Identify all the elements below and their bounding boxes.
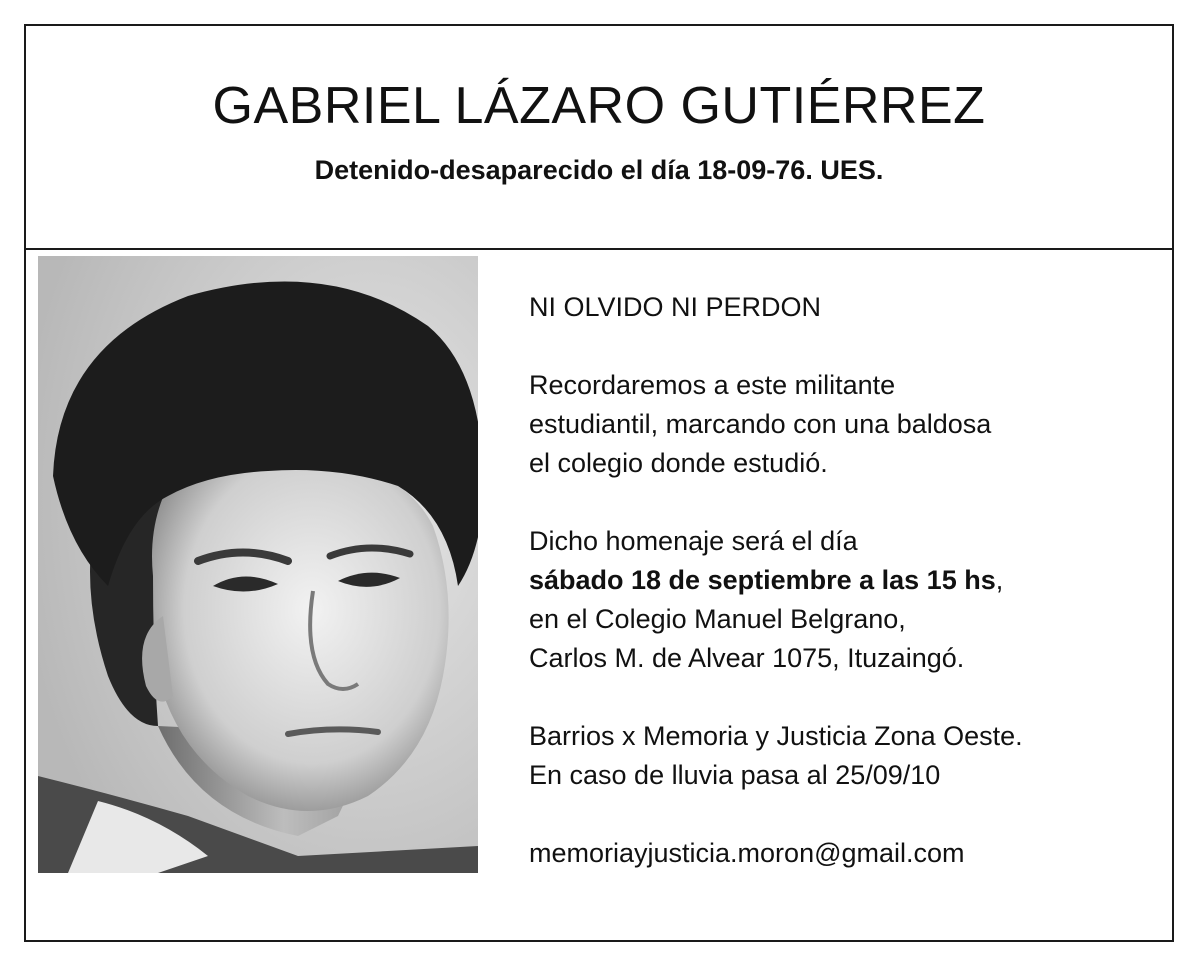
memorial-poster [24,24,1174,942]
paragraph2-line2 [529,561,1159,600]
paragraph2-line1: Dicho homenaje será el día [529,526,858,556]
announcement-text [529,288,1159,873]
portrait-photo-illustration [38,256,478,873]
contact-email: memoriayjusticia.moron@gmail.com [529,838,965,868]
disappearance-subtitle: Detenido-desaparecido el día 18-09-76. UES. [314,155,884,185]
paragraph2-line4: Carlos M. de Alvear 1075, Ituzaingó. [529,643,965,673]
slogan: NI OLVIDO NI PERDON [529,292,822,322]
paragraph3-line1: Barrios x Memoria y Justicia Zona Oeste. [529,721,1023,751]
paragraph2-line3: en el Colegio Manuel Belgrano, [529,604,906,634]
paragraph1-line3: el colegio donde estudió. [529,448,828,478]
event-date-time: sábado 18 de septiembre a las 15 hs [529,565,996,595]
poster-header [26,26,1172,250]
paragraph3-line2: En caso de lluvia pasa al 25/09/10 [529,760,941,790]
portrait-photo [38,256,478,873]
person-name: GABRIEL LÁZARO GUTIÉRREZ [212,77,986,135]
event-date-comma: , [995,565,1004,595]
paragraph1-line1: Recordaremos a este militante [529,370,896,400]
paragraph1-line2: estudiantil, marcando con una baldosa [529,409,992,439]
